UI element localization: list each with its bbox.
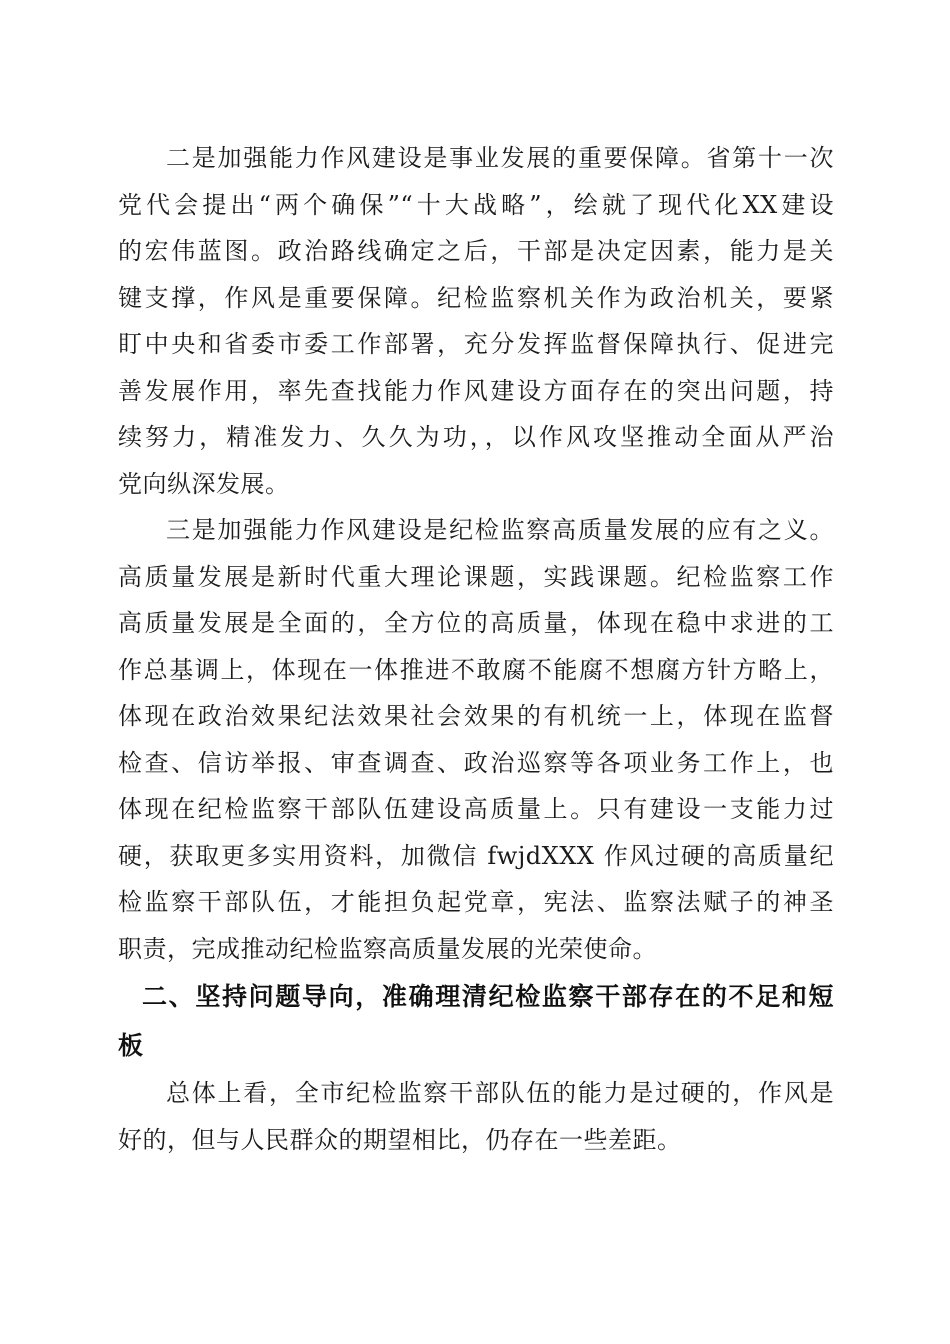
document-body [118, 135, 834, 1163]
paragraph-line: 的宏伟蓝图。政治路线确定之后，干部是决定因素，能力是关 [118, 237, 834, 265]
paragraph-line: 体现在纪检监察干部队伍建设高质量上。只有建设一支能力过 [118, 795, 834, 823]
paragraph-capability-guarantee [118, 135, 834, 507]
paragraph-line: 检监察干部队伍，才能担负起党章，宪法、监察法赋子的神圣 [118, 888, 834, 916]
paragraph-line: 续努力，精准发力、久久为功，，以作风攻坚推动全面从严治 [118, 423, 834, 451]
heading-line: 二、坚持问题导向，准确理清纪检监察干部存在的不足和短 [142, 982, 834, 1011]
section-heading-problem-orientation [118, 972, 834, 1070]
paragraph-line: 检查、信访举报、审查调查、政治巡察等各项业务工作上，也 [118, 748, 834, 777]
paragraph-line: 键支撑，作风是重要保障。纪检监察机关作为政治机关，要紧 [118, 283, 834, 312]
paragraph-overall-assessment [118, 1070, 834, 1163]
paragraph-high-quality-development [118, 507, 834, 972]
paragraph-line: 盯中央和省委市委工作部署，充分发挥监督保障执行、促进完 [118, 330, 834, 358]
paragraph-line: 党向纵深发展。 [118, 469, 290, 498]
heading-line: 板 [118, 1031, 144, 1060]
paragraph-line: 高质量发展是全面的，全方位的高质量，体现在稳中求进的工 [118, 609, 834, 637]
paragraph-line: 职责，完成推动纪检监察高质量发展的光荣使命。 [118, 934, 657, 963]
paragraph-line: 体现在政治效果纪法效果社会效果的有机统一上，体现在监督 [118, 702, 834, 730]
paragraph-line: 硬，获取更多实用资料，加微信 fwjdXXX 作风过硬的高质量纪 [118, 841, 834, 870]
paragraph-line: 善发展作用，率先查找能力作风建设方面存在的突出问题，持 [118, 376, 834, 405]
paragraph-line: 作总基调上，体现在一体推进不敢腐不能腐不想腐方针方略上， [118, 655, 834, 684]
paragraph-line: 好的，但与人民群众的期望相比，仍存在一些差距。 [118, 1125, 682, 1154]
paragraph-line: 党代会提出“两个确保”“十大战略”，绘就了现代化XX建设 [118, 190, 834, 219]
paragraph-line: 高质量发展是新时代重大理论课题，实践课题。纪检监察工作 [118, 562, 834, 591]
paragraph-line: 三是加强能力作风建设是纪检监察高质量发展的应有之义。 [166, 516, 834, 544]
paragraph-line: 二是加强能力作风建设是事业发展的重要保障。省第十一次 [166, 144, 834, 172]
paragraph-line: 总体上看，全市纪检监察干部队伍的能力是过硬的，作风是 [166, 1079, 834, 1107]
